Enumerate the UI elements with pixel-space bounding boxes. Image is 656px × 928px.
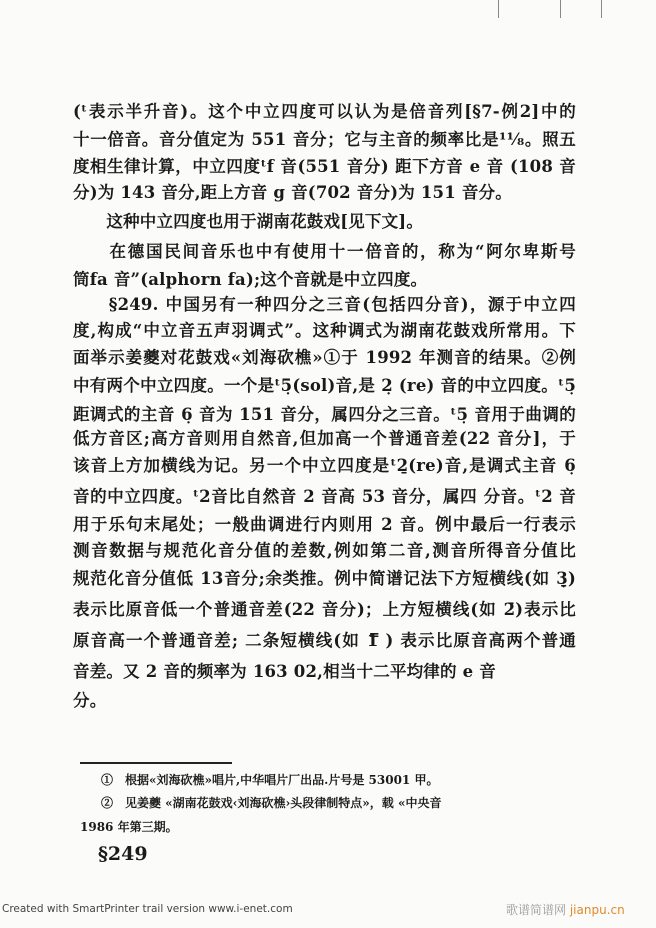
text-line: 表示比原音低一个普通音差(22 音分)；上方短横线(如 2̄)表示比 bbox=[73, 600, 576, 619]
footnote-2: ② 见姜夔 «湖南花鼓戏‹刘海砍樵›头段律制特点»，载 «中央音 bbox=[101, 796, 442, 810]
watermark-smartprinter: Created with SmartPrinter trail version www.i-enet.com bbox=[2, 903, 293, 915]
text-line: 用于乐句末尾处；一般曲调进行内则用 2 音。例中最后一行表示 bbox=[73, 515, 576, 534]
text-line: 原音高一个普通音差; 二条短横线(如 1̿ ) 表示比原音高两个普通 bbox=[73, 631, 576, 650]
footnote-1: ① 根据«刘海砍樵»唱片,中华唱片厂出品.片号是 53001 甲。 bbox=[101, 773, 439, 787]
text-line: 音的中立四度。ᵗ2音比自然音 2 音高 53 音分，属四 分音。ᵗ2 音 bbox=[73, 487, 576, 506]
text-line: 中有两个中立四度。一个是ᵗ5̣(sol)音,是 2̣ (re) 音的中立四度。ᵗ5̣ bbox=[73, 376, 576, 395]
footnote-2-continued: 1986 年第三期。 bbox=[80, 820, 178, 834]
watermark-jianpu-en: jianpu.cn bbox=[569, 903, 625, 917]
text-line: 该音上方加横线为记。另一个中立四度是ᵗ2̱(re)音,是调式主音 6̣ bbox=[73, 456, 576, 475]
text-line: 筒fa 音”(alphorn fa);这个音就是中立四度。 bbox=[73, 270, 428, 289]
scan-artifact bbox=[601, 0, 602, 18]
text-line: 十一倍音。音分值定为 551 音分；它与主音的频率比是¹¹⁄₈。照五 bbox=[73, 130, 576, 149]
text-line: (ᵗ表示半升音)。这个中立四度可以认为是倍音列[§7-例2]中的 bbox=[73, 102, 576, 121]
text-line: 音差。又 2 音的频率为 163 02,相当十二平均律的 e 音 bbox=[73, 662, 496, 681]
text-line: 度,构成“中立音五声羽调式”。这种调式为湖南花鼓戏所常用。下 bbox=[73, 321, 576, 340]
scan-artifact bbox=[560, 0, 561, 18]
text-line: 测音数据与规范化音分值的差数,例如第二音,测音所得音分值比 bbox=[73, 541, 576, 560]
text-line: 分)为 143 音分,距上方音 g 音(702 音分)为 151 音分。 bbox=[73, 183, 512, 202]
section-mark: §249 bbox=[98, 843, 148, 865]
footnote-divider bbox=[80, 762, 232, 764]
text-line: 低方音区;高方音则用自然音,但加高一个普通音差(22 音分]，于 bbox=[73, 429, 576, 448]
text-line: 分。 bbox=[73, 691, 107, 710]
text-line: 距调式的主音 6̣ 音为 151 音分，属四分之三音。ᵗ5̣ 音用于曲调的 bbox=[73, 405, 576, 424]
text-line: 在德国民间音乐也中有使用十一倍音的，称为“阿尔卑斯号 bbox=[73, 242, 576, 261]
text-line: §249. 中国另有一种四分之三音(包括四分音)，源于中立四 bbox=[73, 295, 576, 314]
watermark-jianpu-cn: 歌谱简谱网 bbox=[506, 903, 567, 917]
text-line: 规范化音分值低 13音分;余类推。例中简谱记法下方短横线(如 3̱̣) bbox=[73, 569, 576, 588]
text-line: 度相生律计算，中立四度ᵗf 音(551 音分) 距下方音 e 音 (108 音 bbox=[73, 157, 576, 176]
watermark-jianpu bbox=[506, 901, 625, 918]
text-line: 面举示姜夔对花鼓戏«刘海砍樵»①于 1992 年测音的结果。②例 bbox=[73, 348, 576, 367]
scan-artifact bbox=[498, 0, 499, 18]
text-line: 这种中立四度也用于湖南花鼓戏[见下文]。 bbox=[73, 212, 424, 231]
